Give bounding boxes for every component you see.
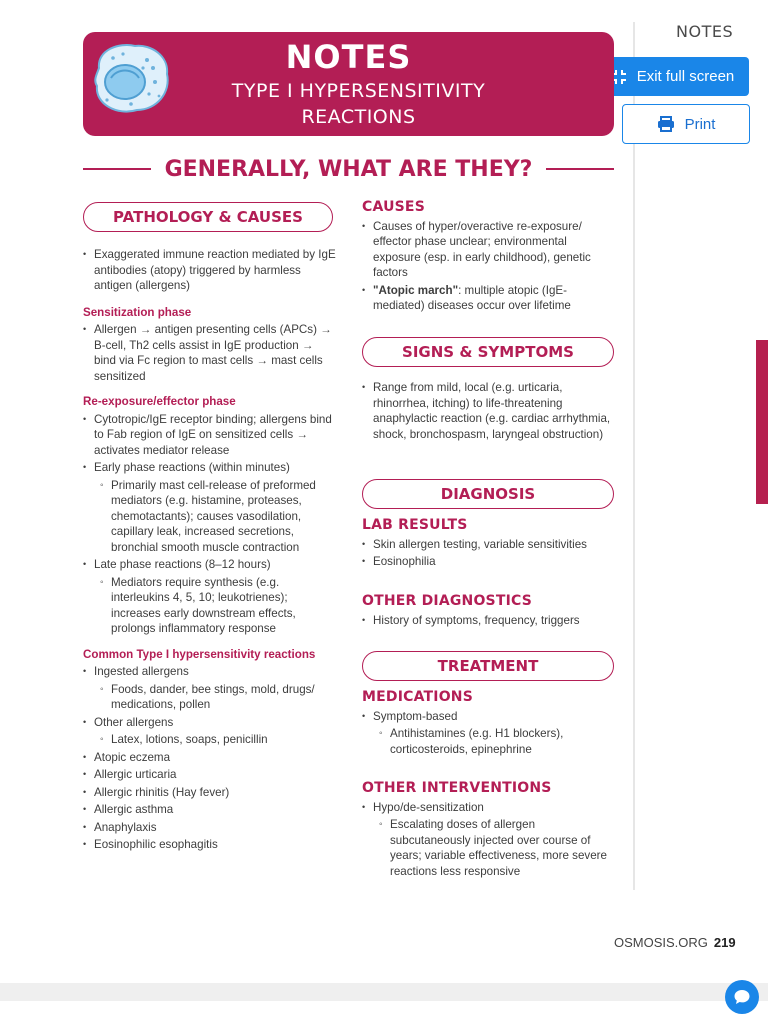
banner-subtitle-line2: REACTIONS [301, 106, 416, 128]
causes-block [362, 200, 612, 316]
treatment-pill: TREATMENT [362, 651, 614, 681]
list-subitem: ◦ Mediators require synthesis (e.g. interleukins 4, 5, 10; leukotrienes); increases early downstream effects, prolongs inflammatory response [83, 575, 338, 637]
lab-results-block [362, 518, 614, 572]
sensitization-list [83, 322, 338, 384]
reexposure-title: Re-exposure/effector phase [83, 395, 236, 408]
list-item: • Cytotropic/IgE receptor binding; allergens bind to Fab region of IgE on sensitized cells → activates mediator release [83, 412, 338, 459]
common-reactions-list [83, 664, 338, 853]
list-item: • Skin allergen testing, variable sensitivities [362, 537, 614, 553]
list-item: • Hypo/de-sensitization [362, 800, 614, 816]
list-item: • Atopic eczema [83, 750, 338, 766]
list-subitem: ◦ Antihistamines (e.g. H1 blockers), corticosteroids, epinephrine [362, 726, 614, 757]
other-interventions-block [362, 781, 614, 881]
exit-full-screen-label: Exit full screen [636, 68, 735, 85]
list-item: • Causes of hyper/overactive re-exposure/ effector phase unclear; environmental exposure (esp. in early childhood), genetic factors [362, 219, 612, 281]
heading-rule-left [83, 168, 151, 170]
section-heading [83, 152, 614, 186]
causes-list [362, 219, 612, 314]
list-item: • Allergic asthma [83, 802, 338, 818]
list-subitem: ◦ Primarily mast cell-release of preformed mediators (e.g. histamine, proteases, chemotactants); causes vasodilation, capillary leak, increased secretions, bronchial smooth muscle contraction [83, 478, 338, 556]
chat-button[interactable] [725, 980, 759, 1014]
list-item: • Allergic urticaria [83, 767, 338, 783]
section-heading-text: GENERALLY, WHAT ARE THEY? [164, 156, 533, 182]
page-footer [614, 935, 736, 950]
chat-bubble-icon [733, 988, 751, 1006]
list-item [362, 283, 612, 314]
print-button[interactable] [622, 104, 750, 144]
signs-symptoms-pill: SIGNS & SYMPTOMS [362, 337, 614, 367]
list-subitem: ◦ Foods, dander, bee stings, mold, drugs/ medications, pollen [83, 682, 338, 713]
other-diagnostics-block [362, 594, 614, 630]
list-item: • Early phase reactions (within minutes) [83, 460, 338, 476]
list-item: • History of symptoms, frequency, triggers [362, 613, 614, 629]
lab-results-list [362, 537, 614, 570]
other-diagnostics-list [362, 613, 614, 629]
reexposure-list [83, 412, 338, 637]
atopic-march-term: "Atopic march" [373, 283, 459, 297]
list-subitem: ◦ Latex, lotions, soaps, penicillin [83, 732, 338, 748]
medications-list [362, 709, 614, 758]
page-number: 219 [713, 935, 736, 950]
signs-block [362, 380, 612, 444]
list-item: • Allergen → antigen presenting cells (APCs) → B-cell, Th2 cells assist in IgE production → bind via Fc region to mast cells → mast cells sensitized [83, 322, 338, 384]
other-interventions-list [362, 800, 614, 880]
signs-list [362, 380, 612, 442]
exit-full-screen-button[interactable] [596, 57, 749, 96]
banner-title: NOTES [285, 38, 412, 76]
notes-panel-label: NOTES [676, 22, 734, 41]
list-item: • Symptom-based [362, 709, 614, 725]
common-reactions-title: Common Type I hypersensitivity reactions [83, 647, 316, 661]
list-item: • Eosinophilic esophagitis [83, 837, 338, 853]
list-item: • Allergic rhinitis (Hay fever) [83, 785, 338, 801]
printer-icon [657, 116, 675, 132]
list-item: • Anaphylaxis [83, 820, 338, 836]
list-item: • Ingested allergens [83, 664, 338, 680]
list-item: • Other allergens [83, 715, 338, 731]
banner-subtitle [203, 78, 514, 130]
other-interventions-title: OTHER INTERVENTIONS [362, 780, 552, 796]
banner-subtitle-line1: TYPE I HYPERSENSITIVITY [231, 80, 486, 102]
bottom-toolbar [0, 983, 768, 1001]
sensitization-title: Sensitization phase [83, 305, 192, 319]
notes-gutter-divider [633, 22, 635, 890]
list-subitem: ◦ Escalating doses of allergen subcutaneously injected over course of years; variable effectiveness, more severe reactions less responsive [362, 817, 614, 879]
notes-banner [83, 32, 614, 136]
medications-block [362, 690, 614, 759]
diagnosis-pill: DIAGNOSIS [362, 479, 614, 509]
footer-site: OSMOSIS.ORG [614, 935, 708, 950]
causes-title: CAUSES [362, 199, 425, 215]
medications-title: MEDICATIONS [362, 689, 474, 705]
other-diagnostics-title: OTHER DIAGNOSTICS [362, 593, 533, 609]
heading-rule-right [546, 168, 614, 170]
list-item: • Late phase reactions (8–12 hours) [83, 557, 338, 573]
notes-side-tab[interactable] [756, 340, 768, 504]
intro-list [83, 247, 338, 294]
list-item: • Range from mild, local (e.g. urticaria, rhinorrhea, itching) to life-threatening anaphylactic reaction (e.g. cardiac arrhythmia, shock, bronchospasm, laryngeal obstruction) [362, 380, 612, 442]
atopic-march-desc: : multiple atopic (IgE-mediated) diseases occur over lifetime [373, 283, 571, 312]
print-label: Print [684, 115, 716, 133]
left-column [83, 247, 338, 855]
list-item: • Eosinophilia [362, 554, 614, 570]
pathology-causes-pill: PATHOLOGY & CAUSES [83, 202, 333, 232]
list-item: • Exaggerated immune reaction mediated by IgE antibodies (atopy) triggered by harmless antigen (allergens) [83, 247, 338, 294]
lab-results-title: LAB RESULTS [362, 517, 468, 533]
